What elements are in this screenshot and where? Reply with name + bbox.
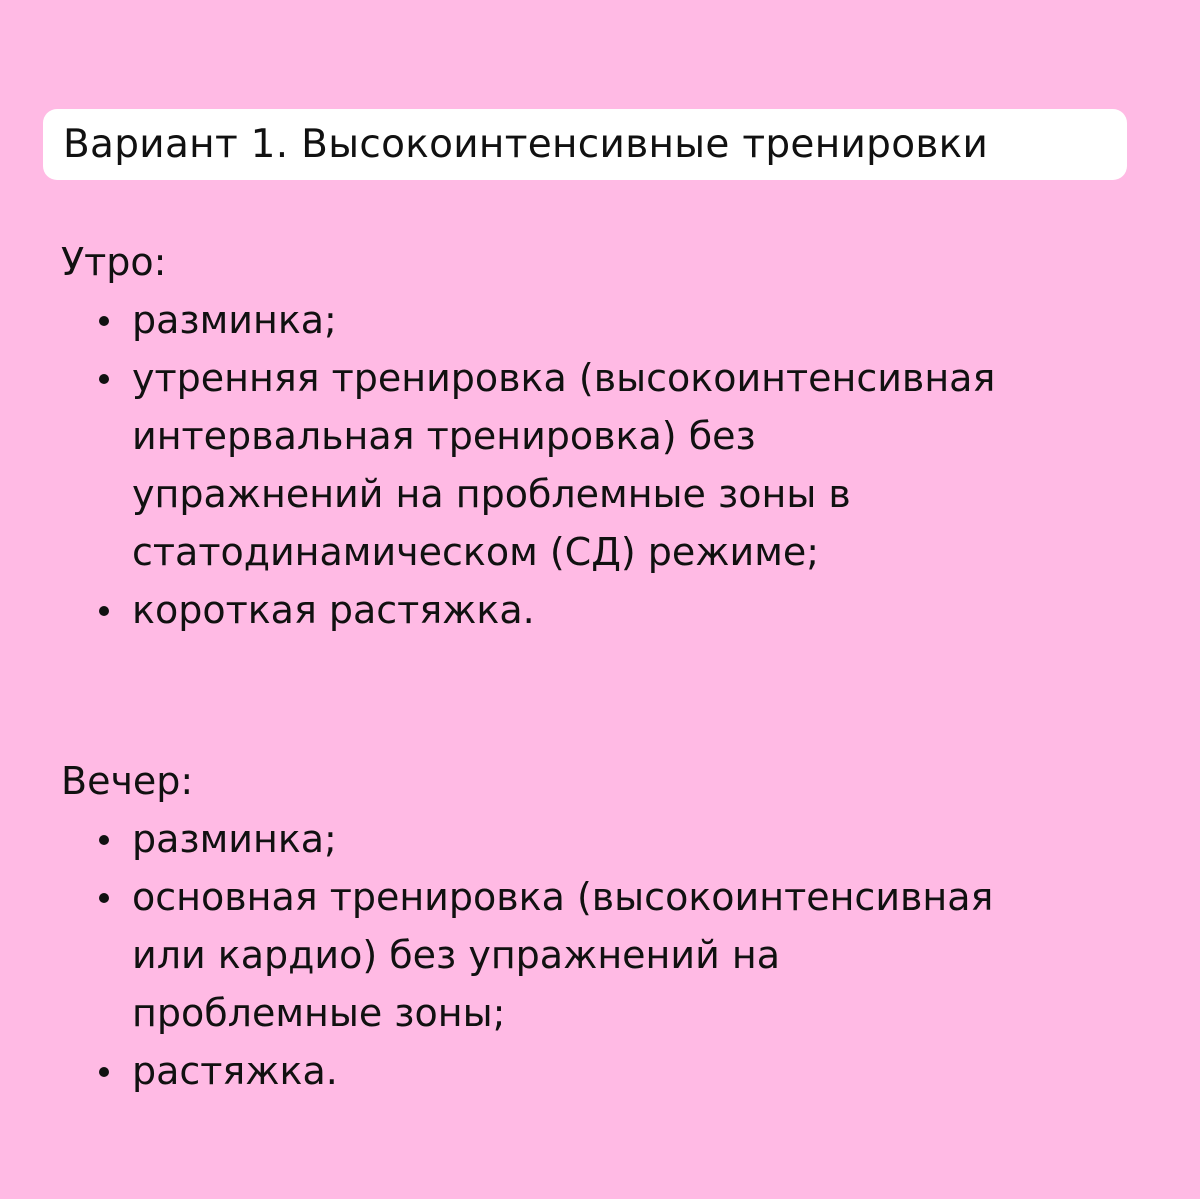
list-item-text: разминка; <box>132 817 337 861</box>
list-item-text: основная тренировка (высокоинтенсивная или кардио) без упражнений на проблемные зоны; <box>132 875 994 1035</box>
bullet-icon <box>99 1067 109 1077</box>
evening-list <box>61 810 1141 1100</box>
list-item <box>61 581 1002 639</box>
list-item <box>61 868 1002 1042</box>
title-box <box>43 109 1127 180</box>
list-item-text: утренняя тренировка (высокоинтенсивная интервальная тренировка) без упражнений на проблемные зоны в статодинамическом (СД) режиме; <box>132 356 996 574</box>
bullet-icon <box>99 316 109 326</box>
list-item-text: короткая растяжка. <box>132 588 535 632</box>
bullet-icon <box>99 374 109 384</box>
morning-list <box>61 291 1141 639</box>
list-item <box>61 810 1002 868</box>
list-item-text: разминка; <box>132 298 337 342</box>
bullet-icon <box>99 835 109 845</box>
morning-section <box>61 233 1141 639</box>
evening-heading: Вечер: <box>61 759 194 803</box>
list-item <box>61 291 1002 349</box>
list-item <box>61 349 1002 581</box>
list-item-text: растяжка. <box>132 1049 338 1093</box>
list-item <box>61 1042 1002 1100</box>
page-title: Вариант 1. Высокоинтенсивные тренировки <box>63 122 989 167</box>
bullet-icon <box>99 893 109 903</box>
bullet-icon <box>99 606 109 616</box>
evening-section <box>61 752 1141 1100</box>
morning-heading: Утро: <box>61 240 167 284</box>
